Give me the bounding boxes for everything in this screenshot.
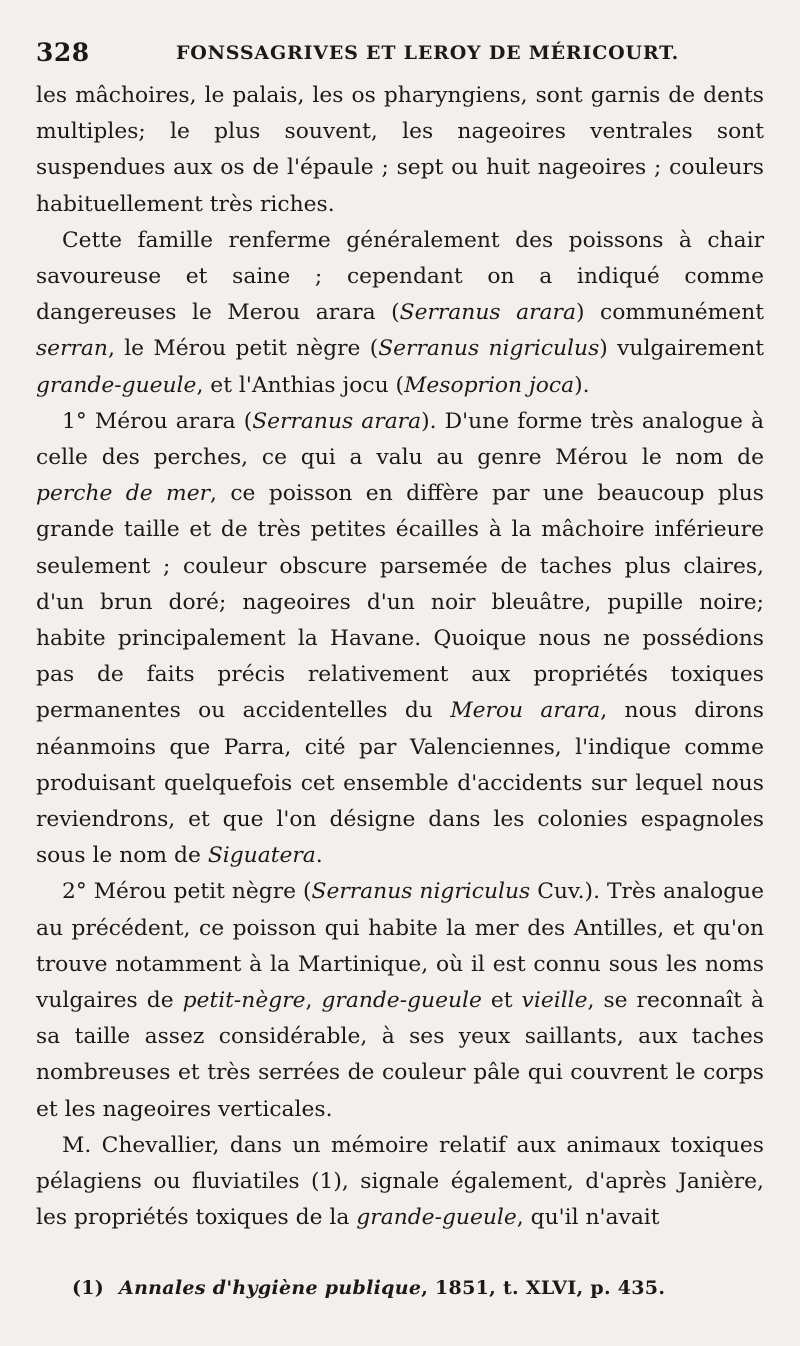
footnote-marker: (1)	[72, 1277, 105, 1299]
page-number: 328	[36, 38, 90, 67]
text-run: .	[315, 843, 323, 869]
italic-text: grande-gueule	[321, 988, 482, 1014]
body-text	[36, 78, 764, 1237]
italic-text: Merou arara	[450, 698, 601, 724]
text-run: ) communément	[575, 300, 764, 326]
text-run: 1° Mérou arara (	[62, 408, 253, 434]
italic-text: Serranus nigriculus	[311, 879, 531, 905]
footnote-title: Annales d'hygiène publique	[119, 1277, 422, 1299]
text-run: 2° Mérou petit nègre (	[62, 879, 312, 905]
italic-text: Mesoprion joca	[404, 372, 575, 398]
italic-text: vieille	[521, 988, 588, 1014]
text-run: M. Chevallier, dans un mémoire relatif aux animaux toxiques pélagiens ou fluviatiles (1), signale également, d'après Janière, les propriétés toxiques de la	[36, 1132, 764, 1231]
page-header	[36, 38, 756, 72]
footnote	[72, 1277, 762, 1299]
text-run: ,	[305, 988, 322, 1014]
text-run: les mâchoires, le palais, les os pharyngiens, sont garnis de dents multiples; le plus souvent, les nageoires ventrales sont suspendues aux os de l'épaule ; sept ou huit nageoires ; couleurs habituellement très riches.	[36, 83, 764, 217]
italic-text: grande-gueule	[356, 1205, 517, 1231]
footnote-reference: , 1851, t. XLVI, p. 435.	[421, 1277, 666, 1299]
italic-text: Serranus arara	[252, 408, 422, 434]
text-run: ) vulgairement	[599, 336, 765, 362]
paragraph-2	[36, 223, 764, 404]
italic-text: Serranus arara	[399, 300, 576, 326]
italic-text: perche de mer	[36, 481, 211, 507]
italic-text: serran	[36, 336, 108, 362]
text-run: , et l'Anthias jocu (	[196, 372, 405, 398]
text-run: , nous dirons néanmoins que Parra, cité par Valenciennes, l'indique comme produisant quelquefois cet ensemble d'accidents sur lequel nous reviendrons, et que l'on désigne dans les colonies espagnoles sous le nom de	[36, 698, 764, 869]
text-run: ).	[574, 372, 590, 398]
text-run: , le Mérou petit nègre (	[107, 336, 379, 362]
running-head: FONSSAGRIVES ET LEROY DE MÉRICOURT.	[176, 42, 679, 64]
italic-text: grande-gueule	[36, 372, 197, 398]
text-run: ). D'une forme très analogue à celle des perches, ce qui a valu au genre Mérou le nom de	[36, 408, 764, 471]
text-run: Cuv.). Très analogue au précédent, ce poisson qui habite la mer des Antilles, et qu'on trouve notamment à la Martinique, où il est connu sous les noms vulgaires de	[36, 879, 764, 1014]
paragraph-4	[36, 874, 764, 1127]
text-run: , se reconnaît à sa taille assez considérable, à ses yeux saillants, aux taches nombreuses et très serrées de couleur pâle qui couvrent le corps et les nageoires verticales.	[36, 988, 764, 1122]
paragraph-5	[36, 1128, 764, 1237]
text-run: Cette famille renferme généralement des poissons à chair savoureuse et saine ; cependant on a indiqué comme dangereuses le Merou arara (	[36, 227, 764, 326]
italic-text: Siguatera	[207, 843, 316, 869]
text-run: , qu'il n'avait	[516, 1205, 660, 1231]
text-run: , ce poisson en diffère par une beaucoup plus grande taille et de très petites écailles à la mâchoire inférieure seulement ; couleur obscure parsemée de taches plus claires, d'un brun doré; nageoires d'un noir bleuâtre, pupille noire; habite principalement la Havane. Quoique nous ne possédions pas de faits précis relativement aux propriétés toxiques permanentes ou accidentelles du	[36, 481, 764, 724]
italic-text: Serranus nigriculus	[378, 336, 600, 362]
paragraph-1	[36, 78, 764, 223]
paragraph-3	[36, 404, 764, 875]
text-run: et	[481, 988, 522, 1014]
italic-text: petit-nègre	[182, 988, 306, 1014]
